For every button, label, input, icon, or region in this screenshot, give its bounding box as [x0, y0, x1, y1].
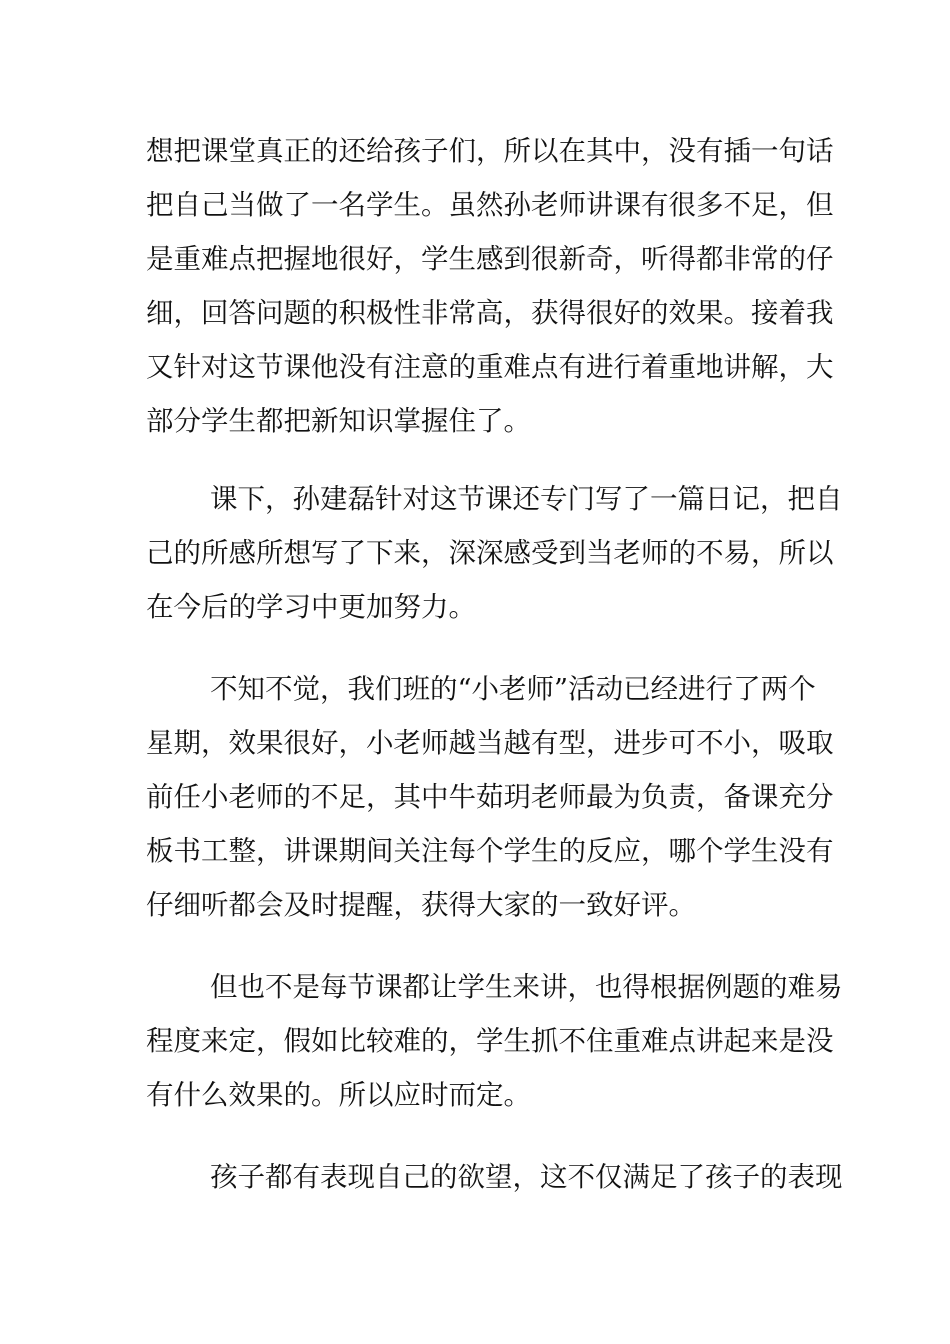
text-line: 在今后的学习中更加努力。: [146, 591, 476, 623]
paragraph-5: [146, 1150, 843, 1204]
text-line: 孩子都有表现自己的欲望，这不仅满足了孩子的表现: [210, 1161, 843, 1193]
text-line: 仔细听都会及时提醒，获得大家的一致好评。: [146, 889, 696, 921]
text-line: 不知不觉，我们班的“小老师”活动已经进行了两个: [210, 673, 816, 705]
text-line: 部分学生都把新知识掌握住了。: [146, 405, 531, 437]
paragraph-3: [146, 662, 834, 932]
paragraph-1: [146, 124, 834, 448]
text-line: 板书工整，讲课期间关注每个学生的反应，哪个学生没有: [146, 835, 834, 867]
text-line: 前任小老师的不足，其中牛茹玥老师最为负责，备课充分: [146, 781, 834, 813]
text-line: 己的所感所想写了下来，深深感受到当老师的不易，所以: [146, 537, 834, 569]
paragraph-2: [146, 472, 843, 634]
text-line: 但也不是每节课都让学生来讲，也得根据例题的难易: [210, 971, 843, 1003]
text-line: 星期，效果很好，小老师越当越有型，进步可不小，吸取: [146, 727, 834, 759]
text-line: 课下，孙建磊针对这节课还专门写了一篇日记，把自: [210, 483, 843, 515]
text-line: 细，回答问题的积极性非常高，获得很好的效果。接着我: [146, 297, 834, 329]
paragraph-4: [146, 960, 843, 1122]
text-line: 想把课堂真正的还给孩子们，所以在其中，没有插一句话: [146, 135, 834, 167]
text-line: 把自己当做了一名学生。虽然孙老师讲课有很多不足，但: [146, 189, 834, 221]
text-line: 又针对这节课他没有注意的重难点有进行着重地讲解，大: [146, 351, 834, 383]
text-line: 程度来定，假如比较难的，学生抓不住重难点讲起来是没: [146, 1025, 834, 1057]
text-line: 有什么效果的。所以应时而定。: [146, 1079, 531, 1111]
text-line: 是重难点把握地很好，学生感到很新奇，听得都非常的仔: [146, 243, 834, 275]
